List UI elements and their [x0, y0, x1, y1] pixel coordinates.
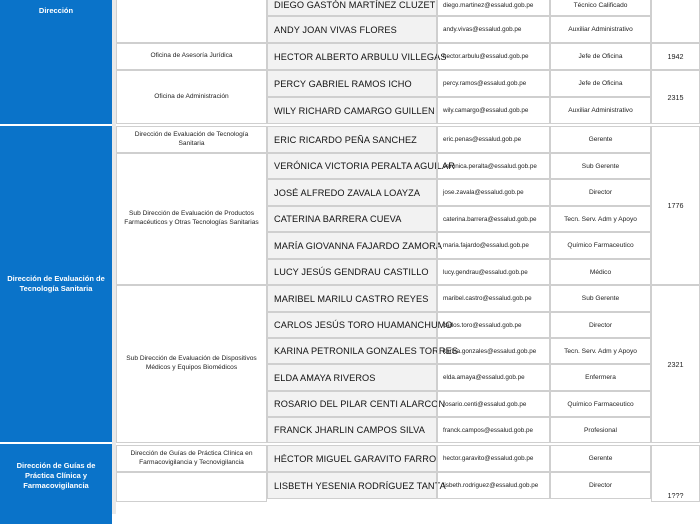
- staff-role-cell: [550, 445, 651, 472]
- staff-email-cell: [437, 232, 550, 259]
- staff-role-cell: [550, 153, 651, 179]
- staff-name-cell: [267, 364, 437, 391]
- staff-email-cell-text: carlos.toro@essalud.gob.pe: [443, 321, 522, 329]
- staff-role-cell-text: Gerente: [588, 136, 613, 143]
- staff-email-cell: [437, 259, 550, 285]
- office-cell: [116, 70, 267, 124]
- staff-role-cell-text: Director: [588, 321, 613, 329]
- staff-role-cell: [550, 70, 651, 97]
- staff-name-cell-text: ERIC RICARDO PEÑA SANCHEZ: [274, 134, 417, 145]
- office-cell: [116, 126, 267, 153]
- staff-email-cell-text: veronica.peralta@essalud.gob.pe: [443, 162, 537, 170]
- staff-name-cell-text: HÉCTOR MIGUEL GARAVITO FARRO: [274, 453, 437, 464]
- office-label: Sub Dirección de Evaluación de Productos Farmacéuticos y Otras Tecnologías Sanitarias: [124, 210, 259, 226]
- staff-role-cell: [550, 259, 651, 285]
- staff-name-cell-text: PERCY GABRIEL RAMOS ICHO: [274, 78, 412, 89]
- office-label: Oficina de Administración: [154, 92, 229, 100]
- staff-role-cell: [550, 43, 651, 70]
- staff-role-cell-text: Director: [588, 189, 613, 196]
- staff-role-cell: [550, 338, 651, 364]
- office-label: Dirección de Evaluación de Tecnología Sanitaria: [134, 130, 249, 147]
- office-cell: [116, 43, 267, 70]
- office-cell: [116, 0, 267, 43]
- staff-name-cell: [267, 391, 446, 417]
- staff-email-cell: [437, 312, 550, 338]
- staff-name-cell-text: ELDA AMAYA RIVEROS: [274, 372, 376, 383]
- section-title: Dirección de Evaluación de Tecnología Sanitaria: [7, 274, 105, 293]
- staff-email-cell: [437, 70, 550, 97]
- staff-role-cell-text: Enfermera: [585, 374, 616, 381]
- annex-cell: [651, 285, 700, 443]
- office-cell: [116, 153, 267, 285]
- staff-name-cell: [267, 259, 437, 285]
- staff-role-cell-text: Jefe de Oficina: [578, 53, 623, 60]
- staff-email-cell-text: wily.camargo@essalud.gob.pe: [443, 107, 529, 114]
- office-cell: [116, 285, 267, 443]
- staff-role-cell: [550, 16, 651, 43]
- staff-email-cell: [437, 285, 550, 312]
- staff-role-cell: [550, 364, 651, 391]
- staff-role-cell-text: Químico Farmaceutico: [567, 400, 634, 408]
- staff-name-cell: [267, 16, 437, 43]
- staff-email-cell-text: andy.vivas@essalud.gob.pe: [443, 26, 522, 33]
- staff-role-cell: [550, 97, 651, 124]
- staff-role-cell: [550, 179, 651, 206]
- staff-name-cell-text: VERÓNICA VICTORIA PERALTA AGUILAR: [274, 161, 455, 171]
- staff-role-cell: [550, 285, 651, 312]
- staff-name-cell: [267, 285, 437, 312]
- staff-role-cell-text: Sub Gerente: [581, 295, 620, 302]
- staff-email-cell-text: lucy.gendrau@essalud.gob.pe: [443, 268, 528, 276]
- staff-role-cell-text: Jefe de Oficina: [578, 80, 623, 87]
- office-label: Sub Dirección de Evaluación de Dispositivos Médicos y Equipos Biomédicos: [126, 355, 257, 371]
- staff-email-cell: [437, 472, 550, 499]
- annex-cell: [651, 43, 700, 70]
- staff-role-cell-text: Director: [588, 482, 613, 489]
- staff-email-cell-text: jose.zavala@essalud.gob.pe: [443, 189, 524, 196]
- staff-email-cell-text: franck.campos@essalud.gob.pe: [443, 426, 534, 434]
- staff-name-cell-text: ANDY JOAN VIVAS FLORES: [274, 24, 397, 35]
- staff-email-cell-text: eric.penas@essalud.gob.pe: [443, 136, 522, 143]
- staff-role-cell: [550, 417, 651, 443]
- annex-number: 1942: [667, 52, 684, 61]
- staff-email-cell-text: diego.martinez@essalud.gob.pe: [443, 1, 534, 9]
- staff-role-cell: [550, 472, 651, 499]
- office-cell: [116, 472, 267, 502]
- office-label: Oficina de Asesoría Jurídica: [150, 52, 233, 60]
- staff-name-cell: [267, 232, 443, 259]
- staff-role-cell: [550, 206, 651, 232]
- staff-role-cell-text: Profesional: [584, 426, 617, 434]
- staff-role-cell-text: Médico: [589, 268, 612, 276]
- staff-role-cell: [550, 0, 651, 16]
- staff-name-cell-text: JOSÉ ALFREDO ZAVALA LOAYZA: [274, 187, 421, 198]
- staff-email-cell: [437, 417, 550, 443]
- staff-name-cell-text: MARIBEL MARILU CASTRO REYES: [274, 293, 429, 304]
- staff-name-cell-text: KARINA PETRONILA GONZALES TORRES: [274, 346, 459, 356]
- staff-email-cell: [437, 16, 550, 43]
- staff-email-cell: [437, 97, 550, 124]
- staff-name-cell: [267, 338, 459, 364]
- staff-role-cell-text: Técnico Calificado: [573, 1, 628, 9]
- annex-cell: [651, 70, 700, 124]
- staff-name-cell: [267, 445, 437, 472]
- annex-number: 1???: [667, 491, 684, 500]
- staff-role-cell-text: Tecn. Serv. Adm y Apoyo: [564, 215, 637, 223]
- staff-email-cell-text: hector.garavito@essalud.gob.pe: [443, 455, 534, 462]
- staff-name-cell: [267, 417, 437, 443]
- section-cell-guias-practica: [0, 444, 112, 524]
- staff-name-cell: [267, 0, 437, 16]
- staff-name-cell-text: LUCY JESÚS GENDRAU CASTILLO: [274, 267, 429, 277]
- annex-number: 2321: [667, 359, 684, 369]
- staff-email-cell: [437, 338, 550, 364]
- office-cell: [116, 445, 267, 472]
- annex-number: 1776: [667, 201, 684, 210]
- staff-email-cell-text: karina.gonzales@essalud.gob.pe: [443, 347, 537, 355]
- staff-role-cell-text: Tecn. Serv. Adm y Apoyo: [564, 347, 637, 355]
- staff-email-cell: [437, 391, 550, 417]
- staff-email-cell-text: maribel.castro@essalud.gob.pe: [443, 295, 532, 302]
- staff-name-cell-text: FRANCK JHARLIN CAMPOS SILVA: [274, 425, 425, 435]
- staff-name-cell: [267, 153, 455, 179]
- staff-email-cell: [437, 0, 550, 16]
- staff-role-cell: [550, 232, 651, 259]
- annex-cell: [651, 445, 700, 502]
- staff-name-cell: [267, 97, 437, 124]
- staff-role-cell-text: Gerente: [588, 455, 613, 462]
- staff-name-cell-text: LISBETH YESENIA RODRÍGUEZ TANTA: [274, 480, 446, 491]
- staff-email-cell: [437, 364, 550, 391]
- section-title: Dirección de Guías de Práctica Clínica y Farmacovigilancia: [16, 461, 96, 490]
- staff-name-cell-text: HECTOR ALBERTO ARBULU VILLEGAS: [274, 51, 447, 62]
- staff-email-cell: [437, 206, 550, 232]
- staff-name-cell-text: CATERINA BARRERA CUEVA: [274, 214, 402, 224]
- staff-name-cell: [267, 126, 437, 153]
- staff-role-cell-text: Auxiliar Administrativo: [568, 26, 633, 33]
- staff-email-cell-text: percy.ramos@essalud.gob.pe: [443, 80, 527, 87]
- staff-email-cell: [437, 126, 550, 153]
- staff-email-cell-text: lisbeth.rodriguez@essalud.gob.pe: [443, 482, 539, 489]
- staff-name-cell-text: CARLOS JESÚS TORO HUAMANCHUMO: [274, 320, 453, 330]
- staff-email-cell-text: elda.amaya@essalud.gob.pe: [443, 374, 525, 381]
- annex-number: 2315: [667, 92, 684, 102]
- section-title: Dirección: [38, 6, 74, 16]
- office-label: Dirección de Guías de Práctica Clínica en Farmacovigilancia y Tecnovigilancia: [130, 449, 253, 466]
- staff-email-cell-text: rosario.centi@essalud.gob.pe: [443, 400, 527, 408]
- staff-role-cell-text: Sub Gerente: [581, 162, 620, 170]
- staff-name-cell: [267, 472, 446, 499]
- section-cell-direccion: [0, 0, 112, 124]
- staff-role-cell-text: Químico Farmaceutico: [567, 242, 634, 249]
- staff-email-cell: [437, 179, 550, 206]
- staff-email-cell-text: maria.fajardo@essalud.gob.pe: [443, 242, 529, 249]
- staff-email-cell-text: hector.arbulu@essalud.gob.pe: [443, 53, 529, 60]
- staff-role-cell: [550, 391, 651, 417]
- staff-name-cell: [267, 70, 437, 97]
- staff-email-cell-text: caterina.barrera@essalud.gob.pe: [443, 215, 537, 223]
- staff-name-cell: [267, 312, 453, 338]
- staff-name-cell: [267, 179, 437, 206]
- section-cell-evaluacion-tecnologia: [0, 126, 112, 442]
- staff-name-cell: [267, 206, 437, 232]
- staff-email-cell: [437, 43, 550, 70]
- annex-cell: [651, 0, 700, 43]
- staff-role-cell-text: Auxiliar Administrativo: [568, 107, 633, 114]
- staff-name-cell-text: ROSARIO DEL PILAR CENTI ALARCON: [274, 399, 446, 409]
- staff-email-cell: [437, 153, 550, 179]
- staff-email-cell: [437, 445, 550, 472]
- staff-role-cell: [550, 312, 651, 338]
- staff-name-cell-text: MARÍA GIOVANNA FAJARDO ZAMORA: [274, 240, 443, 251]
- staff-role-cell: [550, 126, 651, 153]
- staff-name-cell: [267, 43, 447, 70]
- staff-name-cell-text: DIEGO GASTÓN MARTÍNEZ CLUZET: [274, 0, 436, 10]
- staff-name-cell-text: WILY RICHARD CAMARGO GUILLEN: [274, 105, 435, 116]
- annex-cell: [651, 126, 700, 285]
